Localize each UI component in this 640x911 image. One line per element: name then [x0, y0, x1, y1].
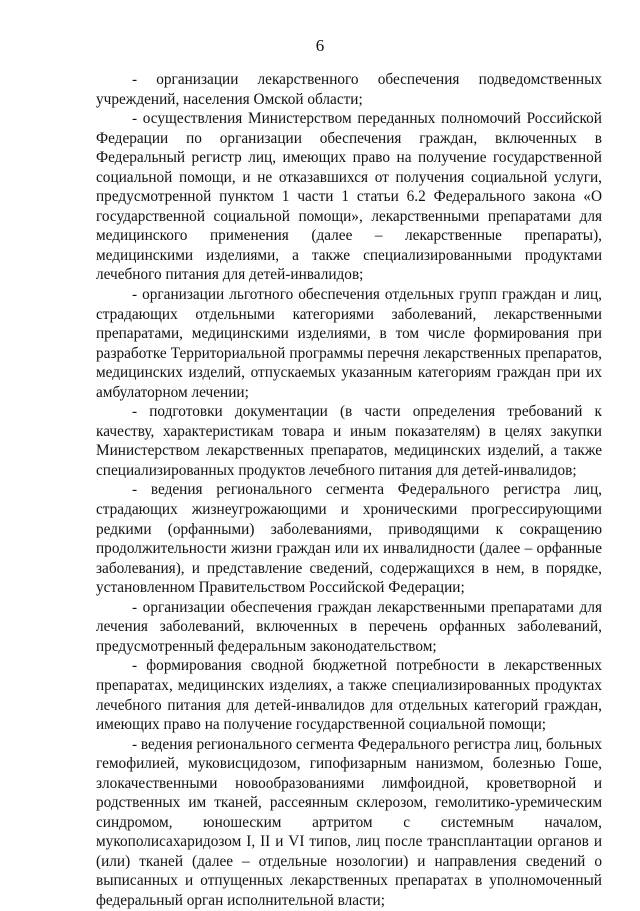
- paragraph-8: - ведения регионального сегмента Федерального регистра лиц, больных гемофилией, муковисцидозом, гипофизарным нанизмом, болезнью Гоше, злокачественными новообразованиями лимфоидной, кроветворной и родственных им тканей, рассеянным склерозом, гемолитико-уремическим синдромом, юношеским артритом с системным началом, мукополисахаридозом I, II и VI типов, лиц после трансплантации органов и (или) тканей (далее – отдельные нозологии) и направления сведений о выписанных и отпущенных лекарственных препаратах в уполномоченный федеральный орган исполнительной власти;: [96, 735, 602, 909]
- paragraph-2: - осуществления Министерством переданных полномочий Российской Федерации по организации обеспечения граждан, включенных в Федеральный регистр лиц, имеющих право на получение государственной социальной помощи, и не отказавшихся от получения социальной услуги, предусмотренной пунктом 1 части 1 статьи 6.2 Федерального закона «О государственной социальной помощи», лекарственными препаратами для медицинского применения (далее – лекарственные препараты), медицинскими изделиями, а также специализированными продуктами лечебного питания для детей-инвалидов;: [96, 110, 602, 284]
- page-number: 6: [315, 36, 325, 55]
- paragraph-1: - организации лекарственного обеспечения подведомственных учреждений, населения Омской области;: [96, 71, 602, 108]
- paragraph-7: - формирования сводной бюджетной потребности в лекарственных препаратах, медицинских изделиях, а также специализированных продуктах лечебного питания для детей-инвалидов для отдельных категорий граждан, имеющих право на получение государственной социальной помощи;: [96, 657, 602, 734]
- paragraph-4: - подготовки документации (в части определения требований к качеству, характеристикам товара и иным показателям) в целях закупки Министерством лекарственных препаратов, медицинских изделий, а также специализированных продуктов лечебного питания для детей-инвалидов;: [96, 403, 602, 479]
- paragraph-3: - организации льготного обеспечения отдельных групп граждан и лиц, страдающих отдельными категориями заболеваний, лекарственными препаратами, медицинскими изделиями, в том числе формирования при разработке Территориальной программы перечня лекарственных препаратов, медицинских изделий, отпускаемых указанным категориям граждан при их амбулаторном лечении;: [96, 286, 602, 401]
- paragraph-6: - организации обеспечения граждан лекарственными препаратами для лечения заболеваний, включенных в перечень орфанных заболеваний, предусмотренный федеральным законодательством;: [96, 598, 602, 655]
- paragraph-5: - ведения регионального сегмента Федерального регистра лиц, страдающих жизнеугрожающими и хроническими прогрессирующими редкими (орфанными) заболеваниями, приводящими к сокращению продолжительности жизни граждан или их инвалидности (далее – орфанные заболевания), и представление сведений, содержащихся в нем, в порядке, установленном Правительством Российской Федерации;: [96, 481, 602, 597]
- document-body: [96, 70, 602, 911]
